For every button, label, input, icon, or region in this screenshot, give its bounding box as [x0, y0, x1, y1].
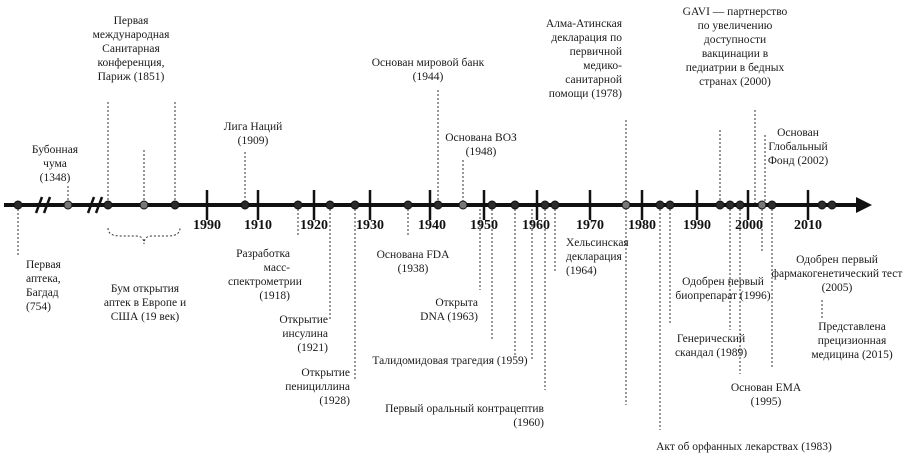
event-oral-contraceptive: Первый оральный контрацептив (1960): [385, 403, 544, 429]
decade-label-10: 1990: [683, 218, 711, 233]
event-gavi: GAVI — партнерство по увеличению доступности вакцинации в педиатрии в бедных странах (2000): [682, 6, 788, 88]
event-pharmacogenetic: Одобрен первый фармакогенетический тест (2005): [771, 254, 903, 294]
decade-label-9: 1980: [628, 218, 656, 233]
event-alma-ata: Алма-Атинская декларация по первичной медико-санитарной помощи (1978): [545, 18, 622, 100]
event-precision-med: Представлена прецизионная медицина (2015): [811, 321, 893, 361]
event-dna: Открыта DNA (1963): [420, 297, 478, 323]
event-generic-scandal: Генерический скандал (1989): [674, 333, 748, 359]
decade-label-6: 1950: [470, 218, 498, 233]
decade-label-3: 1920: [300, 218, 328, 233]
event-sanitary-conf: Первая международная Санитарная конференция, Париж (1851): [92, 15, 170, 83]
event-league: Лига Наций (1909): [223, 121, 283, 147]
event-orphan-act: Акт об орфанных лекарствах (1983): [656, 441, 832, 453]
boom-brace: [108, 228, 180, 244]
decade-label-5: 1940: [418, 218, 446, 233]
event-first-pharmacy: Первая аптека, Багдад (754): [26, 259, 61, 313]
event-helsinki: Хельсинская декларация (1964): [566, 237, 629, 277]
event-who: Основана ВОЗ (1948): [445, 132, 517, 158]
decade-label-11: 2000: [735, 218, 763, 233]
decade-label-8: 1970: [576, 218, 604, 233]
event-world-bank: Основан мировой банк (1944): [371, 57, 485, 83]
event-fda: Основана FDA (1938): [376, 249, 450, 275]
event-ema: Основан EMA (1995): [730, 382, 802, 408]
event-global-fund: Основан Глобальный Фонд (2002): [767, 127, 829, 167]
event-mass-spec: Разработка масс-спектрометрии (1918): [228, 248, 302, 302]
event-penicillin: Открытие пенициллина (1928): [285, 367, 350, 407]
event-biopreparat: Одобрен первый биопрепарат (1996): [675, 276, 771, 302]
event-insulin: Открытие инсулина (1921): [279, 314, 328, 354]
decade-label-4: 1930: [356, 218, 384, 233]
decade-label-12: 2010: [794, 218, 822, 233]
timeline-arrowhead: [856, 197, 872, 213]
event-bubonic: Бубонная чума (1348): [31, 144, 79, 184]
decade-label-7: 1960: [522, 218, 550, 233]
decade-label-1: 1990: [193, 218, 221, 233]
decade-label-2: 1910: [244, 218, 272, 233]
event-thalidomide: Талидомидовая трагедия (1959): [372, 355, 528, 367]
event-pharmacy-boom: Бум открытия аптек в Европе и США (19 век): [103, 283, 187, 323]
